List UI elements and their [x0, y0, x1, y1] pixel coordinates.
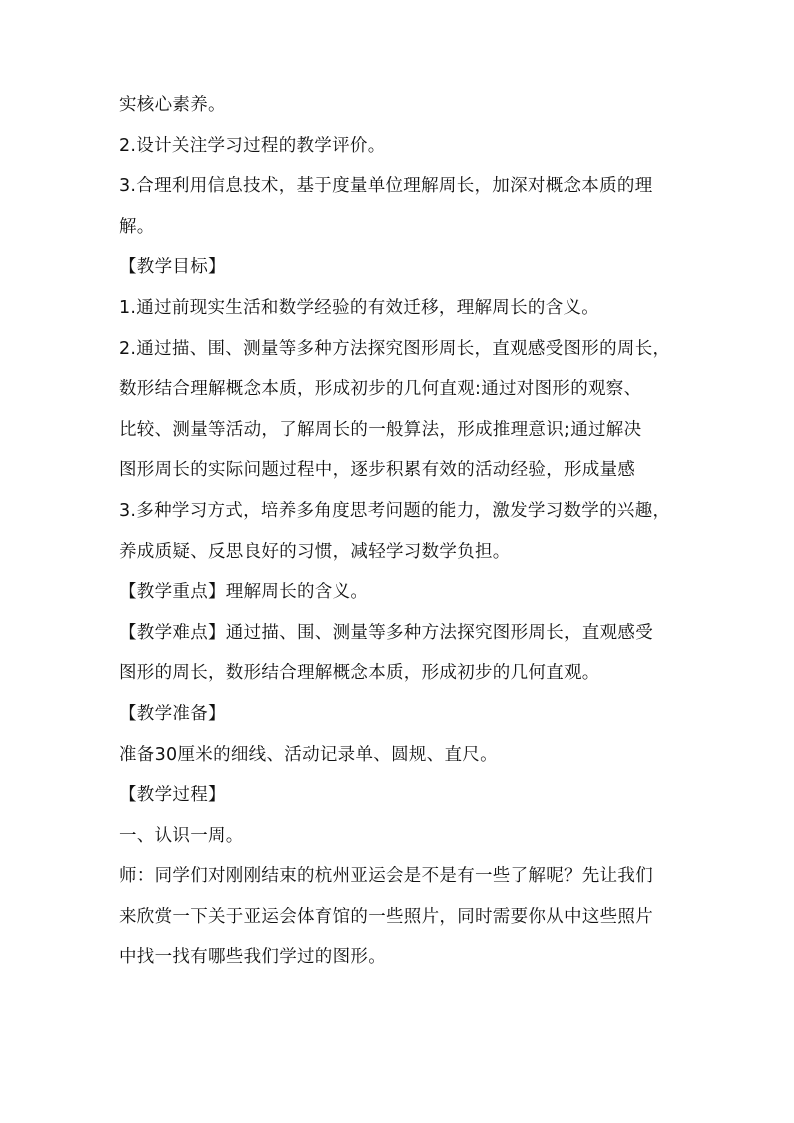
text-line: 3.合理利用信息技术，基于度量单位理解周长，加深对概念本质的理 — [119, 176, 653, 197]
section-heading: 【教学准备】 — [119, 703, 226, 724]
text-line: 准备30厘米的细线、活动记录单、圆规、直尺。 — [119, 744, 498, 765]
section-heading: 【教学难点】通过描、围、测量等多种方法探究图形周长，直观感受 — [119, 622, 653, 643]
text-line: 2.设计关注学习过程的教学评价。 — [119, 135, 386, 156]
text-line: 解。 — [119, 216, 155, 237]
text-line: 数形结合理解概念本质，形成初步的几何直观:通过对图形的观察、 — [119, 379, 642, 400]
section-heading: 【教学过程】 — [119, 785, 226, 806]
section-heading: 【教学重点】理解周长的含义。 — [119, 582, 369, 603]
text-line: 养成质疑、反思良好的习惯，减轻学习数学负担。 — [119, 541, 511, 562]
text-line: 中找一找有哪些我们学过的图形。 — [119, 947, 386, 968]
document-body — [119, 95, 679, 988]
text-line: 1.通过前现实生活和数学经验的有效迁移，理解周长的含义。 — [119, 297, 600, 318]
text-line: 图形周长的实际问题过程中，逐步积累有效的活动经验，形成量感 — [119, 460, 636, 481]
text-line: 实核心素养。 — [119, 95, 226, 115]
text-line: 图形的周长，数形结合理解概念本质，形成初步的几何直观。 — [119, 663, 600, 684]
section-heading: 【教学目标】 — [119, 257, 226, 278]
text-line: 师：同学们对刚刚结束的杭州亚运会是不是有一些了解呢？先让我们 — [119, 866, 653, 887]
text-line: 一、认识一周。 — [119, 825, 244, 846]
text-line: 来欣赏一下关于亚运会体育馆的一些照片，同时需要你从中这些照片 — [119, 906, 653, 927]
text-line: 比较、测量等活动，了解周长的一般算法，形成推理意识;通过解决 — [119, 419, 642, 440]
text-line: 3.多种学习方式，培养多角度思考问题的能力，激发学习数学的兴趣， — [119, 500, 671, 521]
text-line: 2.通过描、围、测量等多种方法探究图形周长，直观感受图形的周长， — [119, 338, 671, 359]
